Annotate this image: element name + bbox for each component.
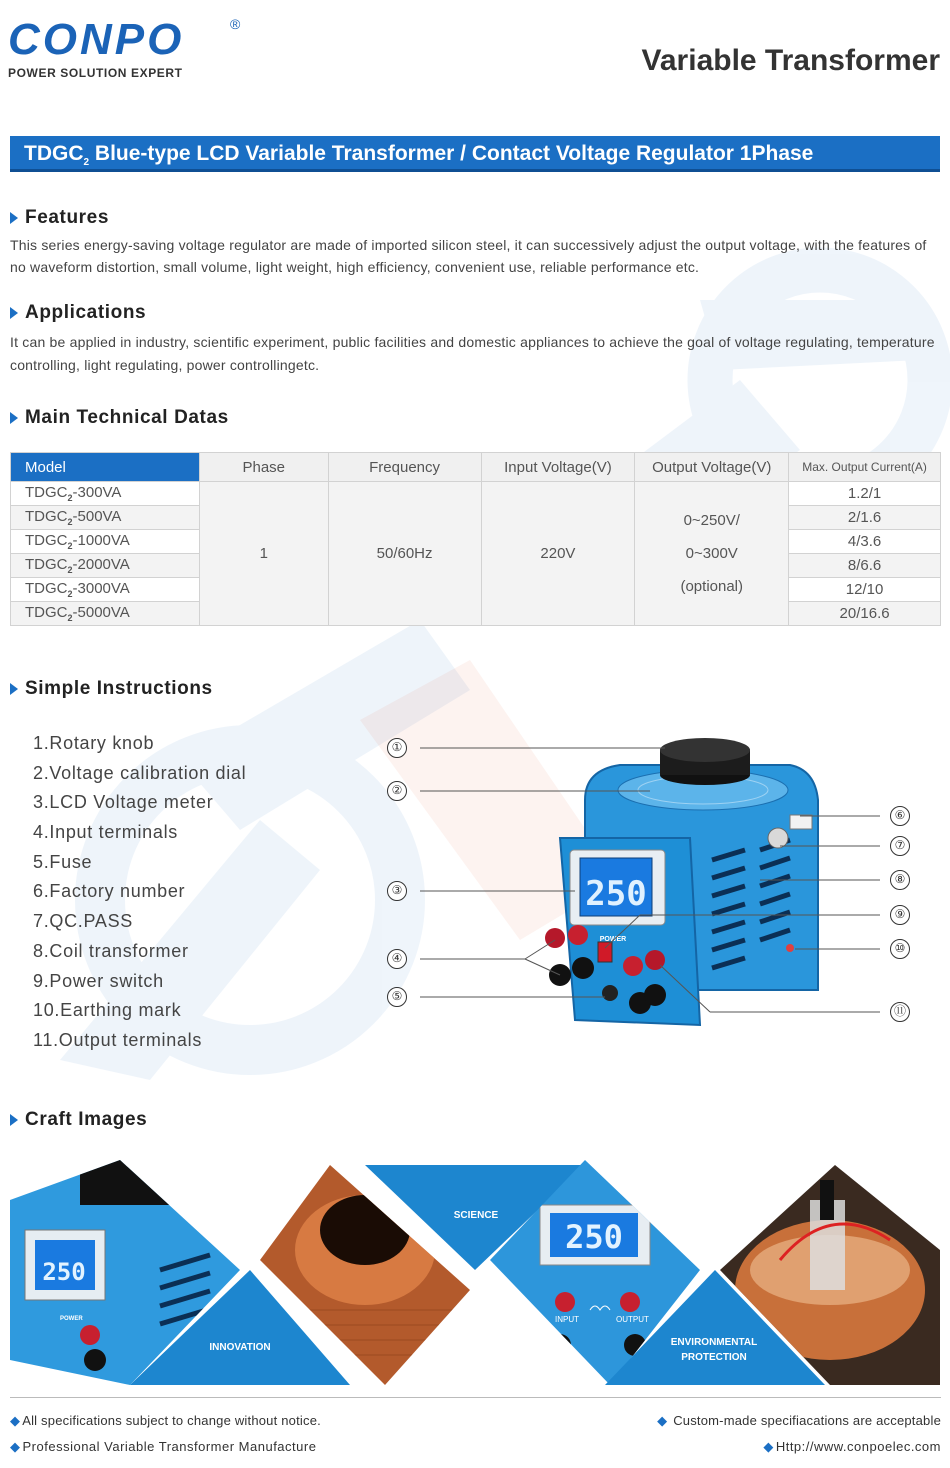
current-cell: 8/6.6	[789, 554, 941, 578]
craft-lcd-readout-1: 250	[42, 1258, 86, 1286]
diamond-icon: ◆	[763, 1439, 774, 1454]
callout-6: ⑥	[890, 806, 910, 826]
list-item: 6.Factory number	[33, 881, 186, 902]
col-output-voltage: Output Voltage(V)	[635, 453, 789, 482]
model-cell: $TDGC_2-5000VA$	[11, 602, 200, 626]
registered-mark: ®	[230, 16, 241, 32]
caret-right-icon	[10, 1114, 18, 1126]
current-cell: 1.2/1	[789, 482, 941, 506]
craft-images-strip	[0, 1160, 950, 1390]
list-item: 7.QC.PASS	[33, 911, 134, 932]
callout-10: ⑩	[890, 939, 910, 959]
features-text: This series energy-saving voltage regulator are made of imported silicon steel, it can successively adjust the output voltage, with the features of no waveform distortion, small volume, light weight, high efficiency, convenient use, reliable performance etc.	[10, 237, 927, 275]
current-cell: 20/16.6	[789, 602, 941, 626]
applications-text: It can be applied in industry, scientific experiment, public facilities and domestic appliances to achieve the goal of voltage regulating, temperature controlling, light regulating, power controllingetc.	[10, 334, 935, 373]
footer-website-link[interactable]: ◆ Http://www.conpoelec.com	[763, 1439, 941, 1454]
list-item: 4.Input terminals	[33, 822, 178, 843]
model-cell: $TDGC_2-1000VA$	[11, 530, 200, 554]
environmental-label: ENVIRONMENTAL	[670, 1337, 758, 1348]
craft-input-label: INPUT	[555, 1315, 579, 1324]
list-item: 2.Voltage calibration dial	[33, 762, 247, 783]
output-voltage-line: 0~300V	[685, 545, 738, 562]
model-cell: $TDGC_2-300VA$	[11, 482, 200, 506]
col-frequency: Frequency	[328, 453, 481, 482]
instructions-heading-text: Simple Instructions	[25, 678, 213, 699]
callout-5: ⑤	[387, 987, 407, 1007]
callout-11: ⑪	[890, 1002, 910, 1022]
features-heading-text: Features	[25, 207, 110, 228]
innovation-label: INNOVATION	[209, 1342, 271, 1353]
input-voltage-cell: 220V	[481, 482, 635, 626]
banner-subscript: 2	[83, 157, 90, 169]
col-phase: Phase	[199, 453, 328, 482]
current-cell: 2/1.6	[789, 506, 941, 530]
diamond-icon: ◆	[10, 1439, 21, 1454]
col-model: Model	[11, 453, 200, 482]
banner-description: Blue-type LCD Variable Transformer / Contact Voltage Regulator 1Phase	[89, 142, 814, 165]
current-cell: 4/3.6	[789, 530, 941, 554]
list-item: 9.Power switch	[33, 970, 164, 991]
footer-note-left-1: ◆ All specifications subject to change without notice.	[10, 1413, 321, 1428]
callout-8: ⑧	[890, 870, 910, 890]
logo-tagline: POWER SOLUTION EXPERT	[8, 66, 183, 80]
list-item: 11.Output terminals	[33, 1029, 203, 1050]
phase-cell: 1	[199, 482, 328, 626]
model-cell: $TDGC_2-2000VA$	[11, 554, 200, 578]
logo-wordmark: CONPO	[8, 15, 185, 64]
craft-output-label: OUTPUT	[616, 1315, 649, 1324]
col-input-voltage: Input Voltage(V)	[481, 453, 635, 482]
applications-heading-text: Applications	[25, 302, 147, 323]
output-voltage-line: (optional)	[680, 578, 744, 595]
list-item: 10.Earthing mark	[33, 1000, 182, 1021]
list-item: 8.Coil transformer	[33, 940, 189, 961]
craft-heading-text: Craft Images	[25, 1109, 148, 1130]
callout-4: ④	[387, 949, 407, 969]
model-cell: $TDGC_2-3000VA$	[11, 578, 200, 602]
callout-9: ⑨	[890, 905, 910, 925]
banner-model: TDGC	[24, 142, 84, 165]
science-label: SCIENCE	[453, 1210, 499, 1221]
lcd-readout: 250	[585, 874, 647, 914]
footer-note-left-2: ◆ Professional Variable Transformer Manufacture	[10, 1439, 317, 1454]
callout-2: ②	[387, 781, 407, 801]
page-title: Variable Transformer	[641, 44, 940, 77]
power-label: POWER	[599, 936, 627, 943]
list-item: 3.LCD Voltage meter	[33, 792, 214, 813]
list-item: 5.Fuse	[33, 851, 93, 872]
diamond-icon: ◆	[657, 1413, 668, 1428]
callout-3: ③	[387, 881, 407, 901]
diamond-icon: ◆	[10, 1413, 21, 1428]
craft-power-label-1: POWER	[60, 1316, 83, 1322]
tech-heading-text: Main Technical Datas	[25, 407, 229, 428]
craft-lcd-readout-2: 250	[565, 1218, 623, 1256]
callout-7: ⑦	[890, 836, 910, 856]
footer-divider	[10, 1397, 941, 1398]
frequency-cell: 50/60Hz	[328, 482, 481, 626]
craft-heading	[10, 1109, 147, 1131]
current-cell: 12/10	[789, 578, 941, 602]
col-max-current: Max. Output Current(A)	[789, 453, 941, 482]
output-voltage-line: 0~250V/	[683, 512, 740, 529]
footer-note-right-1: ◆ Custom-made specifiacations are acceptable	[657, 1413, 941, 1428]
list-item: 1.Rotary knob	[33, 733, 155, 753]
protection-label: PROTECTION	[681, 1352, 747, 1363]
model-cell: $TDGC_2-500VA$	[11, 506, 200, 530]
callout-1: ①	[387, 738, 407, 758]
